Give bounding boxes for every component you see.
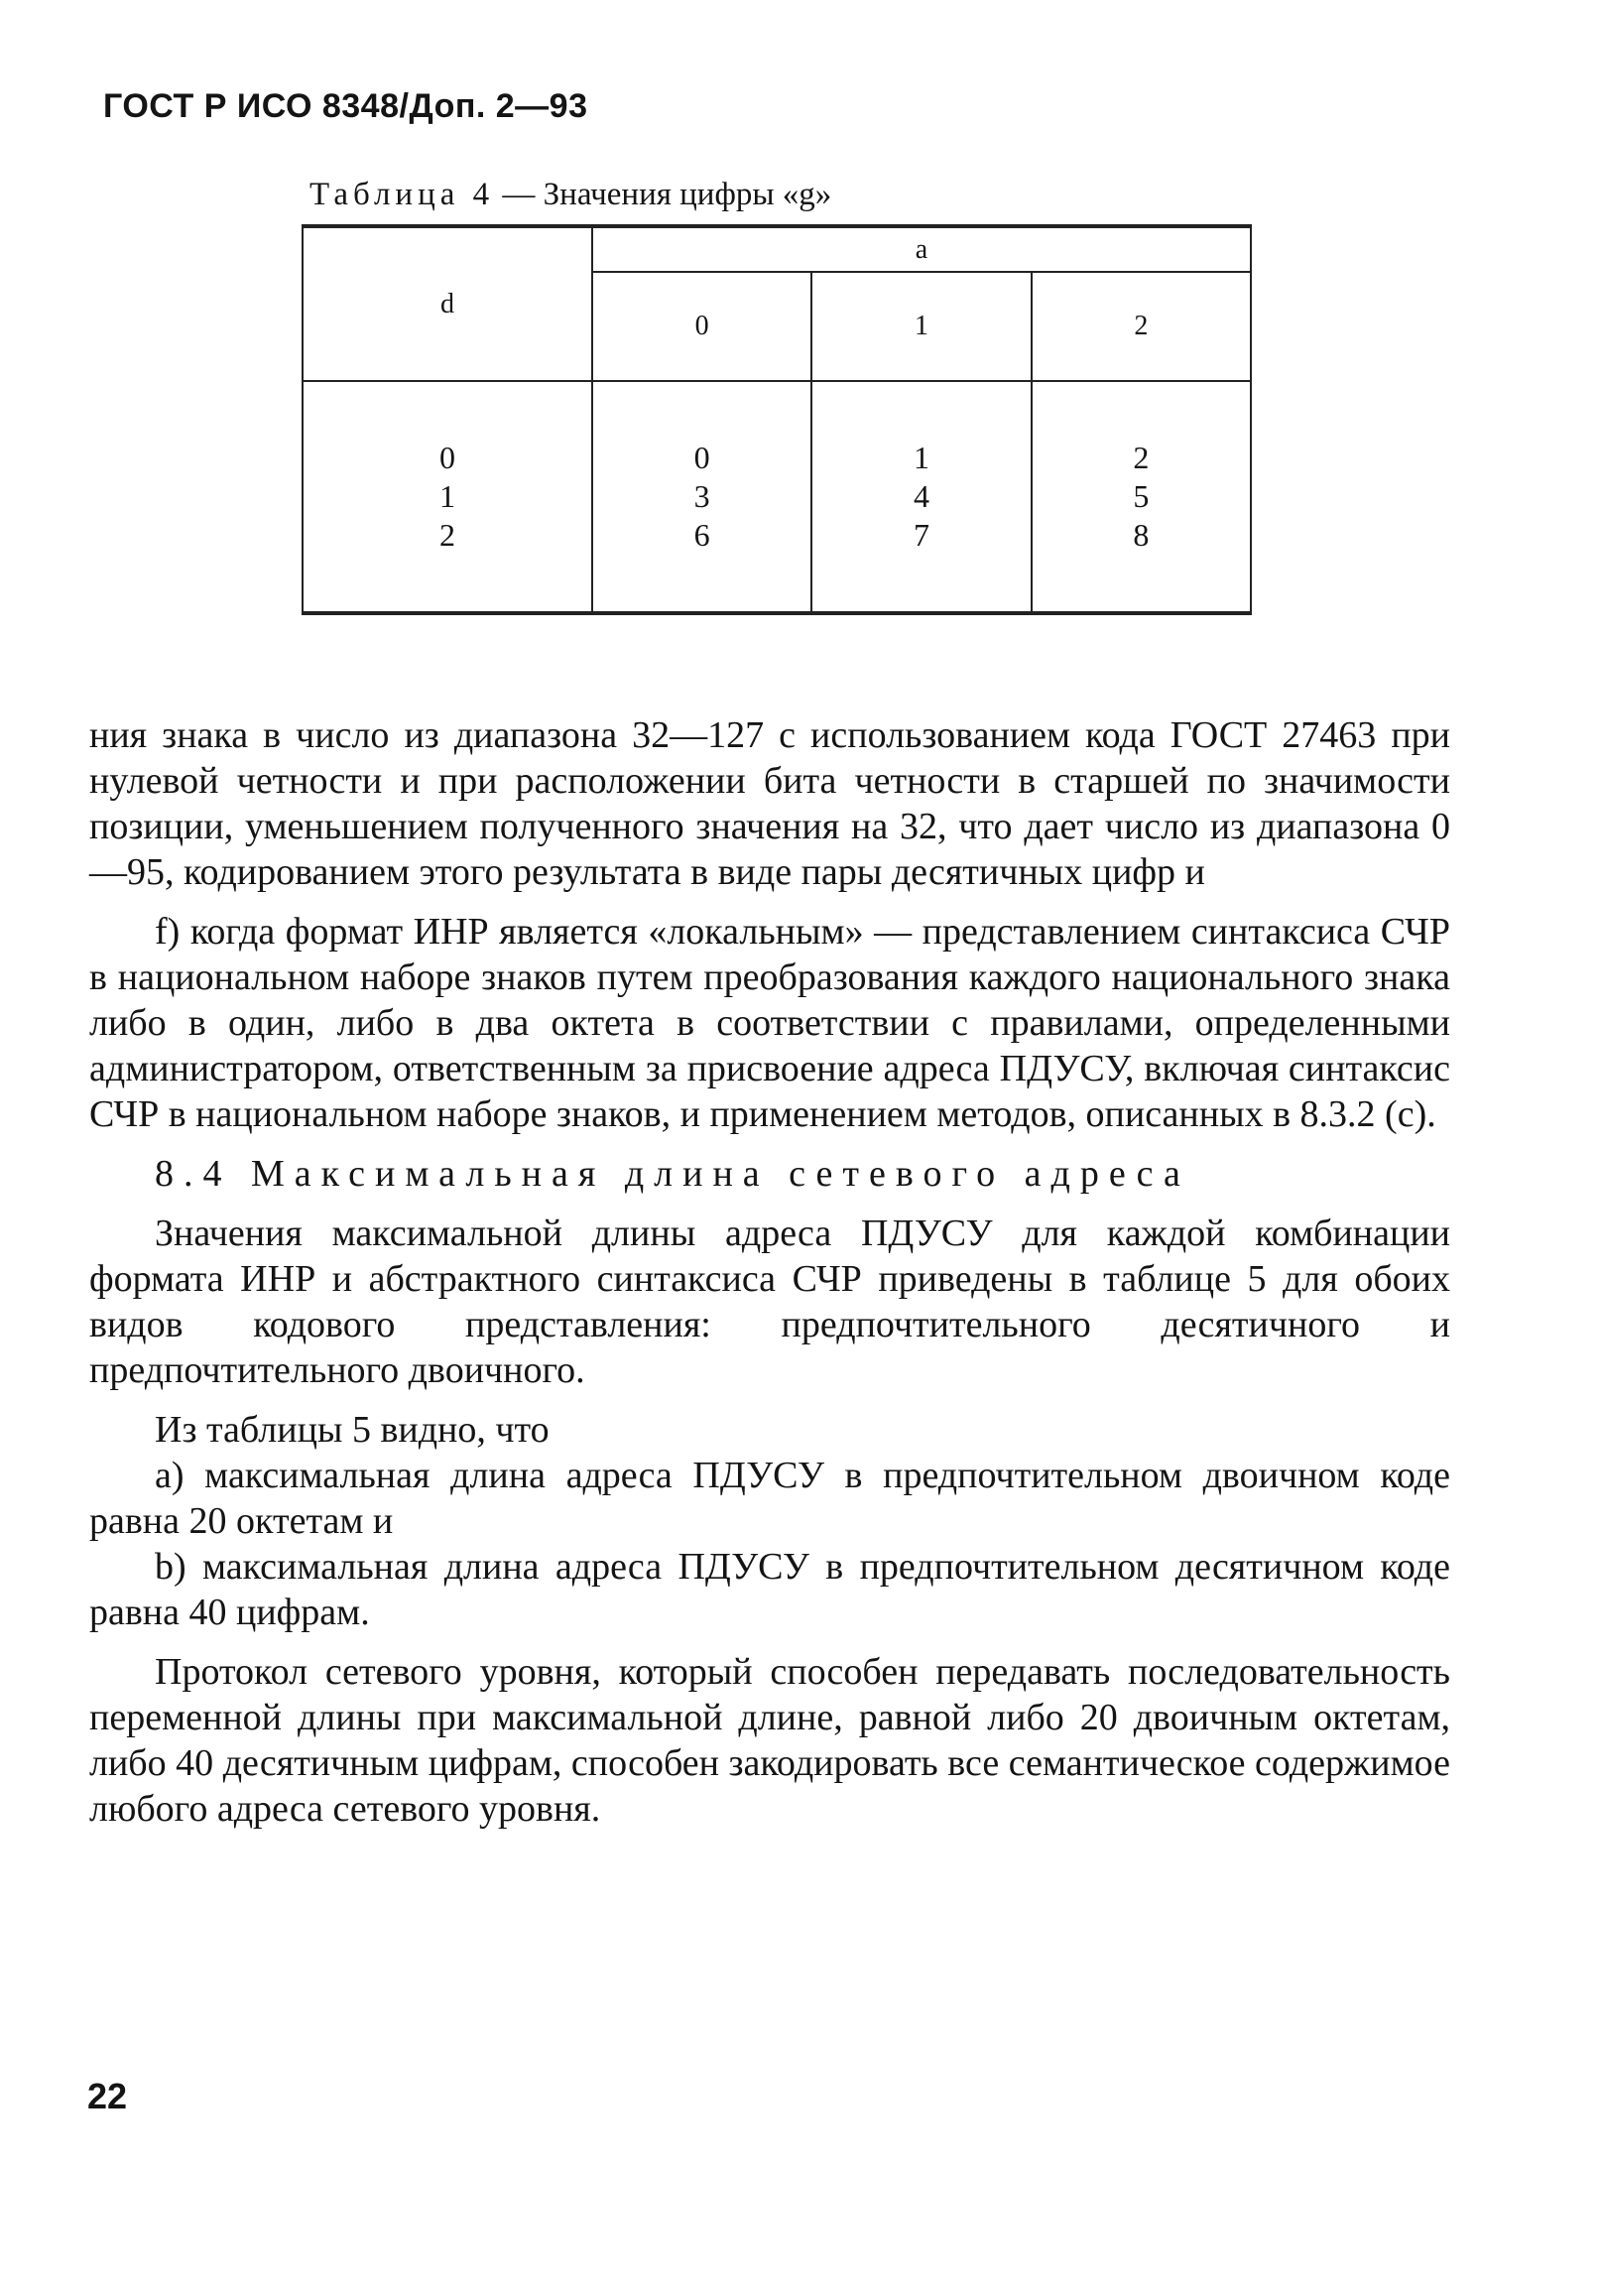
g-value: 8 (1133, 517, 1150, 554)
g-values-col-1 (811, 381, 1031, 613)
d-value: 0 (439, 439, 455, 475)
g-value: 6 (693, 517, 710, 554)
col-header-1: 1 (811, 272, 1031, 381)
body-text (89, 712, 1450, 1832)
col-group-header-a: a (592, 226, 1251, 272)
g-value: 2 (1133, 439, 1150, 475)
g-values-col-2 (1032, 381, 1251, 613)
table-caption (309, 177, 831, 213)
g-value: 1 (913, 439, 929, 475)
row-header-d: d (303, 226, 592, 381)
paragraph-table5-intro: Из таблицы 5 видно, что (155, 1409, 550, 1451)
g-value: 4 (913, 477, 929, 514)
col-header-0: 0 (592, 272, 811, 381)
list-item-b: b) максимальная длина адреса ПДУСУ в предпочтительном десятичном коде равна 40 цифрам. (89, 1546, 1450, 1633)
list-item-a: a) максимальная длина адреса ПДУСУ в предпочтительном двоичном коде равна 20 октетам и (89, 1455, 1450, 1542)
paragraph-continuation: ния знака в число из диапазона 32—127 с использованием кода ГОСТ 27463 при нулевой четности и при расположении бита четности в старшей по значимости позиции, уменьшением полученного значения на 32, что дает число из диапазона 0—95, кодированием этого результата в виде пары десятичных цифр и (89, 714, 1450, 893)
section-heading-8-4: 8.4 Максимальная длина сетевого адреса (155, 1153, 1190, 1195)
table-caption-text: — Значения цифры «g» (494, 177, 832, 212)
page-number: 22 (87, 2076, 128, 2116)
g-value: 5 (1133, 477, 1150, 514)
g-value: 3 (693, 477, 710, 514)
table-caption-label: Таблица 4 (309, 177, 495, 212)
col-header-2: 2 (1032, 272, 1251, 381)
table-4 (302, 224, 1252, 615)
d-value: 2 (439, 517, 455, 554)
d-value: 1 (439, 477, 455, 514)
g-values-col-0 (592, 381, 811, 613)
g-values-table (302, 224, 1252, 615)
g-value: 0 (693, 439, 710, 475)
list-item-f: f) когда формат ИНР является «локальным» — представлением синтаксиса СЧР в национальном наборе знаков путем преобразования каждого национального знака либо в один, либо в два октета в соответствии с правилами, определенными администратором, ответственным за присвоение адреса ПДУСУ, включая синтаксис СЧР в национальном наборе знаков, и применением методов, описанных в 8.3.2 (c). (89, 911, 1450, 1135)
document-header: ГОСТ Р ИСО 8348/Доп. 2—93 (103, 87, 588, 125)
paragraph-max-length: Значения максимальной длины адреса ПДУСУ для каждой комбинации формата ИНР и абстрактного синтаксиса СЧР приведены в таблице 5 для обоих видов кодового представления: предпочтительного десятичного и предпочтительного двоичного. (89, 1212, 1450, 1391)
paragraph-protocol: Протокол сетевого уровня, который способен передавать последовательность переменной длины при максимальной длине, равной либо 20 двоичным октетам, либо 40 десятичным цифрам, способен закодировать все семантическое содержимое любого адреса сетевого уровня. (89, 1651, 1450, 1830)
d-values-cell (303, 381, 592, 613)
g-value: 7 (913, 517, 929, 554)
